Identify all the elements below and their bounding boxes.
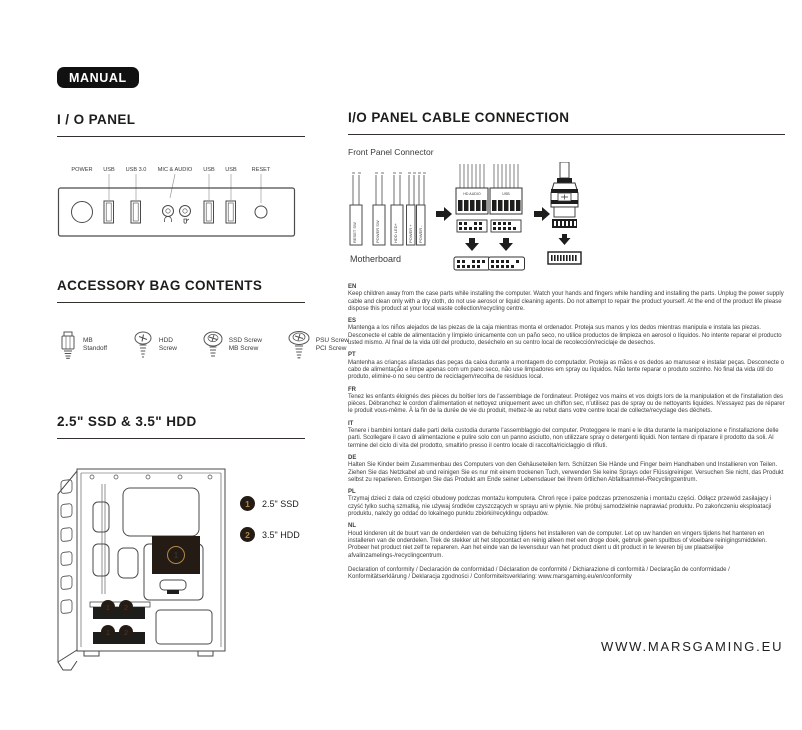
- connector-label-usb: USB: [502, 192, 510, 196]
- cable-label-power-minus: POWER -: [418, 225, 423, 243]
- safety-notices: [348, 284, 785, 586]
- screw-holes-top: [90, 475, 212, 479]
- arrow-right-2: [534, 207, 550, 221]
- cable-label-hdd-led: HDD LED+: [393, 223, 398, 243]
- headphone-icon: [165, 217, 172, 223]
- port-label-power: POWER: [71, 167, 93, 173]
- legend-item-hdd: [240, 527, 300, 542]
- arrow-down-2: [499, 238, 513, 251]
- notice-es: ES Mantenga a los niños alejados de las piezas de la caja mientras monta el ordenador. Proteja sus manos y los dedos mientras manipula e instala las piezas. Desconecte el cable de alimentación y límpielo únicamente con un paño seco, no utilice productos de limpieza en aerosol o líquidos. No intente reparar el producto usted mismo. Al final de la vida útil del producto, deséchelo en su centro local de recolección/reciclaje de desechos.: [348, 318, 782, 347]
- notice-nl: NL Houd kinderen uit de buurt van de onderdelen van de behuizing tijdens het installeren van de computer. Let op uw handen en vingers tijdens het hanteren en installeren van de onderdelen. Trek de stekker uit het stopcontact en reinig alleen met een droge doek, gebruik geen spuitbus of vloeibare reinigingsmiddelen. Probeer het product niet zelf te repareren. Aan het einde van de levensduur van het product dient u dit product in te leveren bij uw plaatselijke afvalinzamelings-/recyclingcentrum.: [348, 523, 767, 559]
- accessory-bag-row: [57, 330, 349, 360]
- cutout-left-2: [93, 544, 109, 576]
- storage-title: 2.5" SSD & 3.5" HDD: [57, 414, 305, 439]
- conformity-declaration: Declaration of conformity / Declaración de conformidad / Déclaration de conformité / Dichiarazione di conformità / Declaração de conformidade / Konformitätserklärung / Deklaracja zgodności / Conformiteitsverklaring: www.marsgaming.eu/en/conformity: [348, 566, 730, 581]
- psu-area: [156, 610, 212, 644]
- mic-icon: [184, 219, 189, 223]
- psu-pci-screw-icon: [286, 330, 312, 360]
- reset-button: [255, 206, 267, 218]
- case-front-bevel: [58, 471, 77, 662]
- accessory-bag-title: ACCESSORY BAG CONTENTS: [57, 278, 305, 303]
- legend-item-ssd: [240, 496, 300, 511]
- audio-jacks: [163, 206, 191, 224]
- section-accessory-bag: [57, 278, 305, 303]
- bag-item-label: HDD Screw: [158, 337, 177, 352]
- notice-it: IT Tenere i bambini lontani dalle parti della custodia durante l'assemblaggio del computer. Proteggere le mani e le dita durante la manipolazione e l'installazione delle parti. Scollegare il cavo di alimentazione e pulire solo con un panno asciutto, non utilizzare spray o detergenti liquidi. Non tentare di riparare il prodotto da soli. Al termine del ciclo di vita del prodotto, smaltirlo presso il centro locale di raccolta/riciclaggio di rifiuti.: [348, 420, 779, 449]
- cutout-top: [123, 488, 199, 536]
- manual-badge: MANUAL: [57, 67, 139, 88]
- arrow-down-3: [559, 234, 571, 245]
- motherboard-headers: [457, 220, 521, 232]
- port-label-usb2: USB: [203, 167, 215, 173]
- case-foot-2: [198, 651, 213, 656]
- front-panel-cables: [350, 173, 426, 245]
- io-panel-title: I / O PANEL: [57, 112, 305, 137]
- case-diagram: [48, 464, 233, 674]
- svg-text:1: 1: [105, 628, 111, 637]
- notice-de: DE Halten Sie Kinder beim Zusammenbau des Computers von den Gehäuseteilen fern. Schützen Sie Hände und Finger beim Handhaben und Installieren von Teilen. Ziehen Sie das Netzkabel ab und reinigen Sie es nur mit einem trockenen Tuch, verwenden Sie keine Sprays oder Flüssigreiniger. Versuchen Sie nicht, das Produkt selbst zu reparieren. Entsorgen Sie das Produkt am Ende seiner Lebensdauer bei Ihrem örtlichen Abfallsammel-/Recyclingzentrum.: [348, 454, 784, 483]
- notice-pl: PL Trzymaj dzieci z dala od części obudowy podczas montażu komputera. Chroń ręce i palce podczas przenoszenia i montażu części. Odłącz przewód zasilający i czyść tylko suchą szmatką, nie używaj środków czyszczących w sprayu ani w płynie. Nie próbuj samodzielnie naprawiać produktu. Po zakończeniu eksploatacji produktu, należy go oddać do lokalnego punktu zbiórki/recyklingu odpadów.: [348, 489, 772, 518]
- bag-item-mb-standoff: [57, 330, 107, 360]
- legend-label-hdd: 3.5" HDD: [262, 529, 300, 540]
- website-url: WWW.MARSGAMING.EU: [601, 639, 784, 654]
- svg-text:2: 2: [123, 603, 129, 612]
- connector-label-hd-audio: HD AUDIO: [463, 192, 481, 196]
- mb-standoff-icon: [57, 330, 79, 360]
- arrow-down-1: [465, 238, 479, 251]
- legend-num-1: 1: [240, 496, 255, 511]
- port-label-usb1: USB: [103, 167, 115, 173]
- hdd-screw-icon: [131, 330, 155, 360]
- bag-item-label: MB Standoff: [83, 337, 108, 352]
- motherboard-label: Motherboard: [350, 254, 402, 264]
- port-label-reset: RESET: [251, 167, 271, 173]
- drive-cage: [90, 600, 150, 644]
- bag-item-ssd-mb-screw: [201, 330, 262, 360]
- ssd-mb-screw-icon: [201, 330, 225, 360]
- port-label-audio: MIC & AUDIO: [157, 167, 193, 173]
- front-vents: [61, 479, 72, 613]
- cable-label-power-plus: POWER +: [408, 224, 413, 243]
- front-panel-connector-label: Front Panel Connector: [348, 147, 434, 157]
- cable-label-power-sw: POWER SW: [375, 220, 380, 243]
- bag-item-hdd-screw: [131, 330, 177, 360]
- notice-fr: FR Tenez les enfants éloignés des pièces du boîtier lors de l'assemblage de l'ordinateur. Protégez vos mains et vos doigts lors de la manipulation et de l'installation des pièces. Débranchez le cordon d'alimentation et nettoyez uniquement avec un chiffon sec, n'utilisez pas de spray ou de nettoyants liquides. N'essayez pas de réparer le produit vous-même. À la fin de la durée de vie du produit, mettez-le au rebut dans votre centre local de collecte/recyclage des déchets.: [348, 386, 785, 415]
- cutout-left-1: [93, 502, 109, 532]
- legend-num-2: 2: [240, 527, 255, 542]
- io-panel-body: [59, 188, 295, 236]
- port-label-usb30: USB 3.0: [125, 167, 147, 173]
- tray-handle: [160, 580, 186, 590]
- notice-en: EN Keep children away from the case parts while installing the computer. Watch your hands and fingers while handling and installing the parts. Unplug the power supply cable and clean only with a dry cloth, do not use aerosol or liquid cleaning agents. Do not attempt to repair the product yourself. At the end of the product life please dispose this product at your local waste collection/recycling centre.: [348, 284, 784, 312]
- svg-text:1: 1: [105, 603, 111, 612]
- cable-label-reset: RESET SW: [352, 222, 357, 243]
- power-button: [72, 202, 93, 223]
- cable-connection-title: I/O PANEL CABLE CONNECTION: [348, 110, 785, 135]
- bag-item-label: SSD Screw MB Screw: [228, 337, 262, 352]
- storage-legend: [240, 496, 300, 542]
- bag-item-psu-pci-screw: [286, 330, 349, 360]
- port-label-usb3: USB: [225, 167, 237, 173]
- bag-item-label: PSU Screw PCI Screw: [315, 337, 349, 352]
- notice-pt: PT Mantenha as crianças afastadas das peças da caixa durante a montagem do computador. Proteja as mãos e os dedos ao manusear e instalar peças. Desconecte o cabo de alimentação e limpe apenas com um pano seco, não use limpadores em spray ou líquidos. Não tente reparar o produto sozinho. No final da vida útil do produto, elimine-o no seu centro de reciclagem/recolha de resíduos local.: [348, 352, 784, 381]
- section-cable-connection: [348, 110, 785, 135]
- case-foot-1: [84, 651, 99, 656]
- usb3-connector: [548, 162, 581, 264]
- legend-label-ssd: 2.5" SSD: [262, 498, 299, 509]
- header-connectors: [454, 164, 525, 270]
- case-foot-front: [58, 661, 77, 670]
- section-storage: [57, 414, 305, 439]
- section-io-panel: [57, 112, 305, 137]
- arrow-right-1: [436, 207, 452, 221]
- marker-1-num: 1: [173, 551, 179, 560]
- cutout-mid: [118, 548, 138, 578]
- svg-text:2: 2: [123, 628, 129, 637]
- io-panel-diagram: [57, 160, 297, 240]
